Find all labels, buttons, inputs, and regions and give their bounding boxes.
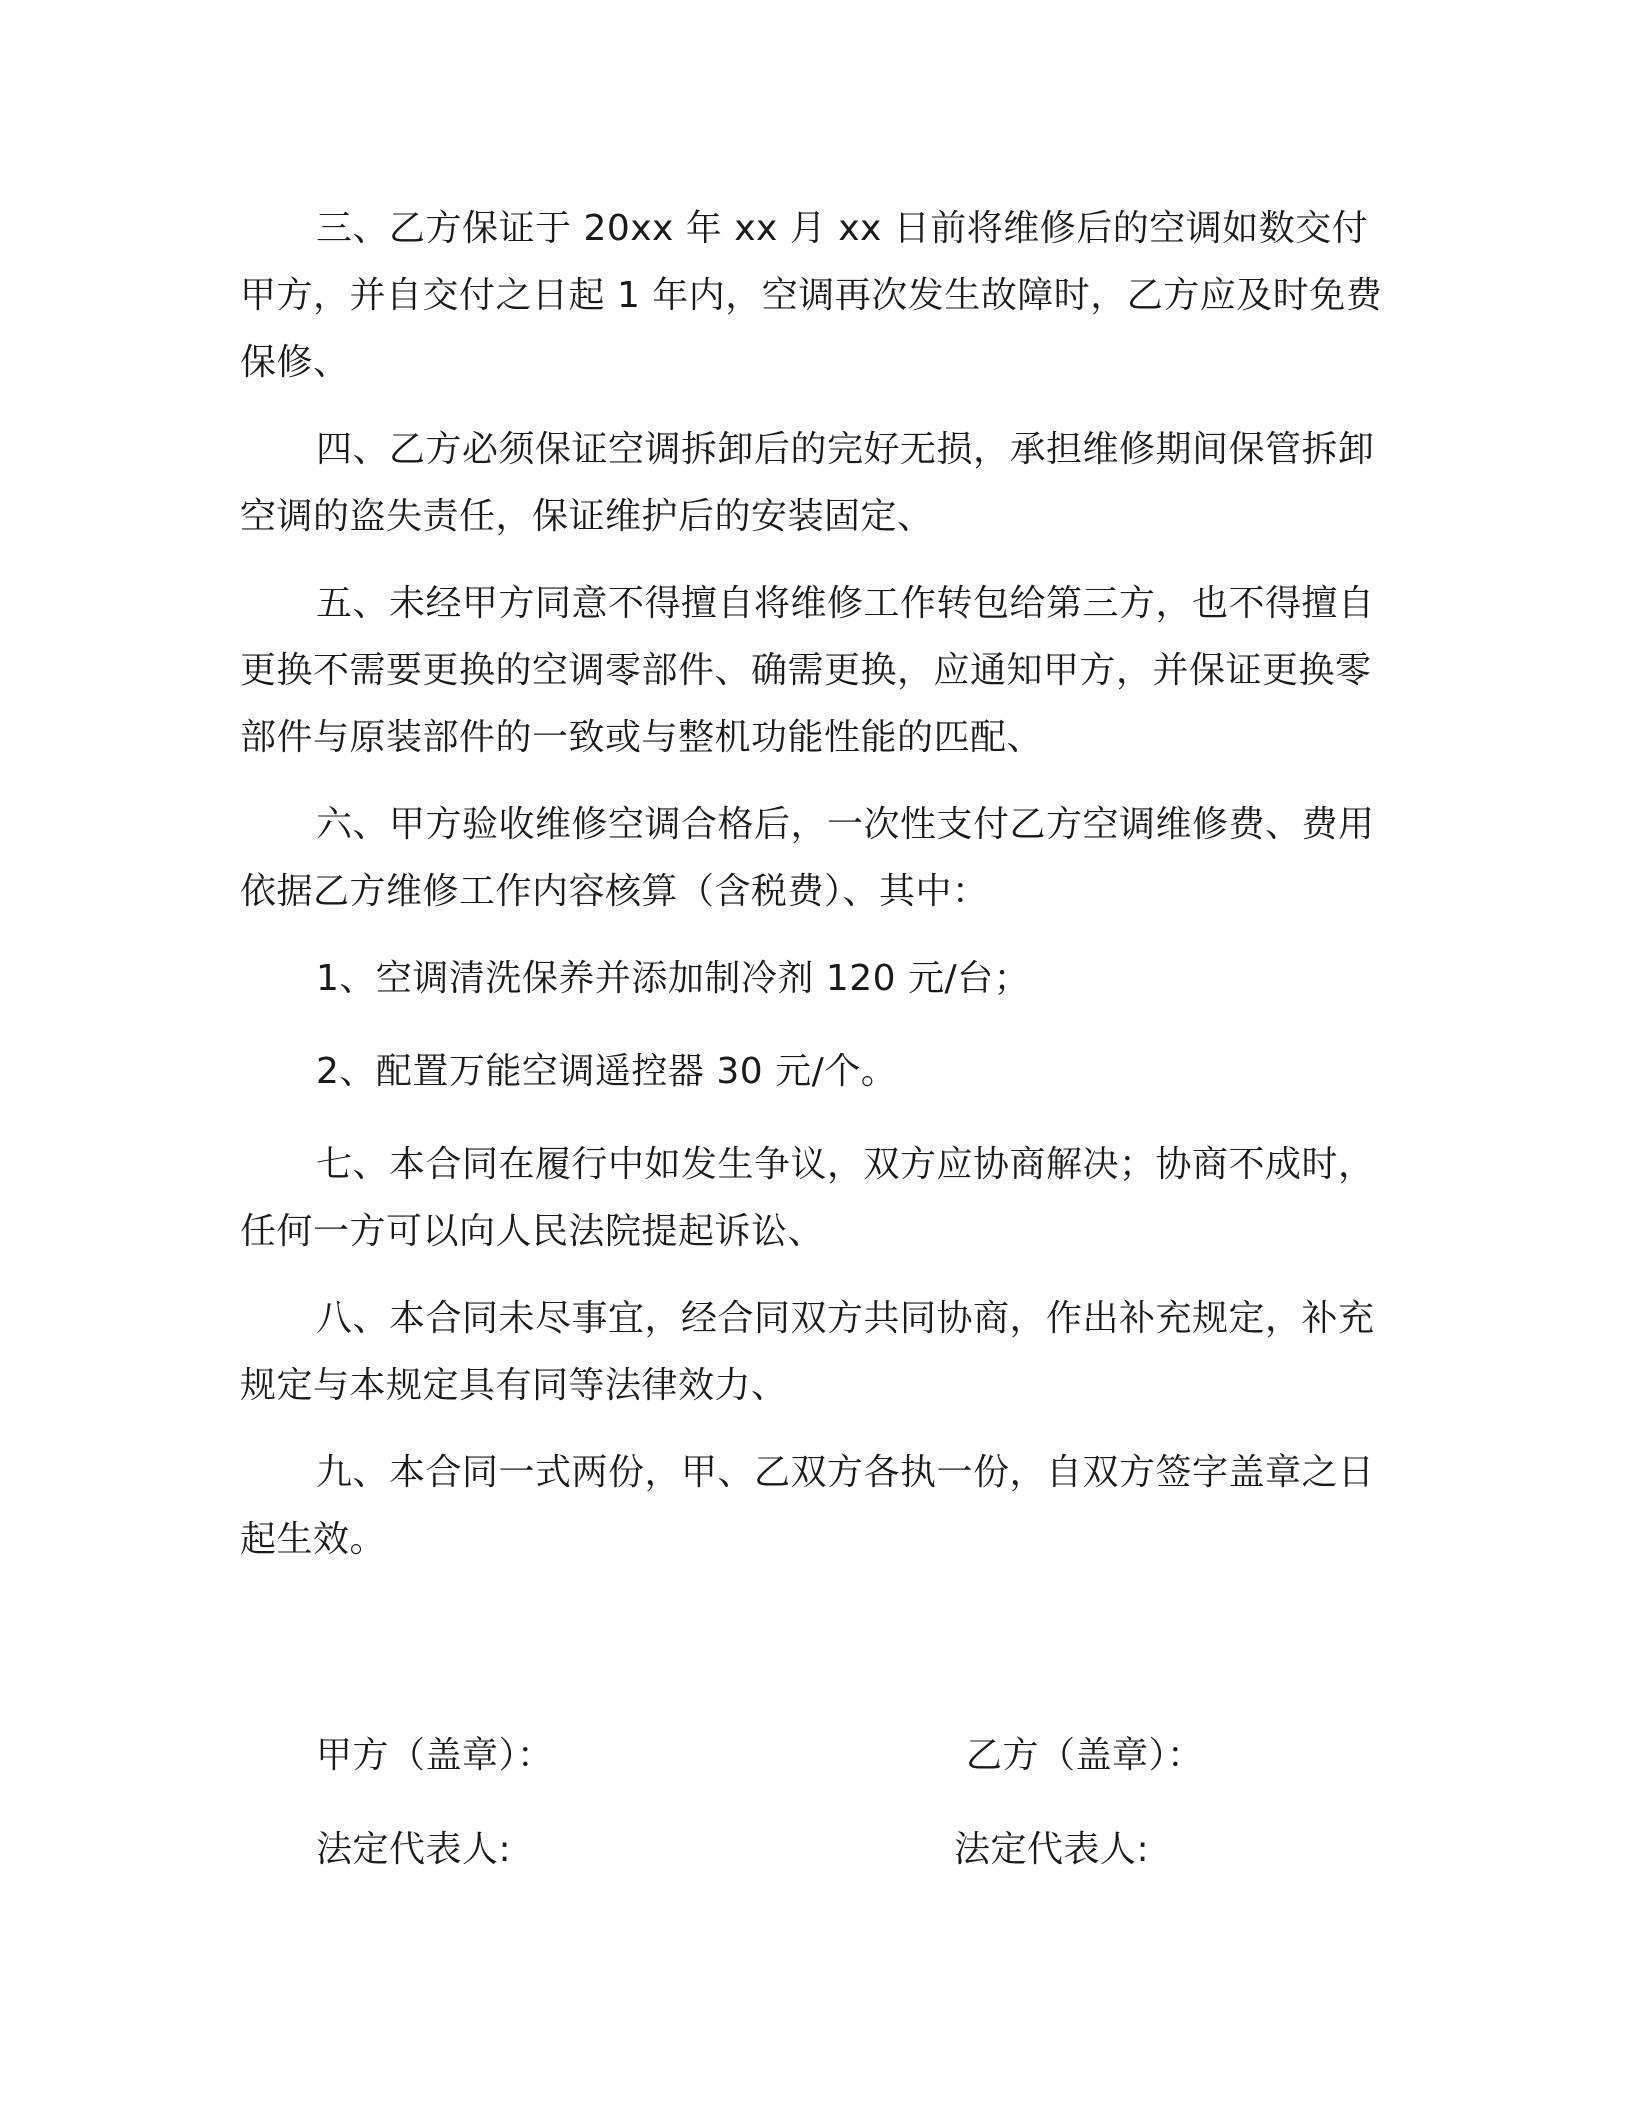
clause-six-item-2: 2、配置万能空调遥控器 30 元/个。	[316, 1051, 898, 1092]
clause-six-item-1: 1、空调清洗保养并添加制冷剂 120 元/台；	[316, 958, 1031, 999]
clause-six: 六、甲方验收维修空调合格后，一次性支付乙方空调维修费、费用依据乙方维修工作内容核算（含税费）、其中：	[240, 804, 1375, 912]
contract-body	[240, 195, 1390, 1593]
clause-nine: 九、本合同一式两份，甲、乙双方各执一份，自双方签字盖章之日起生效。	[240, 1452, 1375, 1560]
clause-seven: 七、本合同在履行中如发生争议，双方应协商解决；协商不成时，任何一方可以向人民法院提起诉讼、	[240, 1144, 1375, 1252]
signature-block	[0, 1720, 1632, 1920]
party-a-representative-label: 法定代表人:	[316, 1829, 512, 1870]
party-a-seal-label: 甲方（盖章）：	[316, 1735, 554, 1776]
clause-three: 三、乙方保证于 20xx 年 xx 月 xx 日前将维修后的空调如数交付甲方，并自交付之日起 1 年内，空调再次发生故障时，乙方应及时免费保修、	[240, 208, 1383, 383]
clause-four: 四、乙方必须保证空调拆卸后的完好无损，承担维修期间保管拆卸空调的盗失责任，保证维护后的安装固定、	[240, 429, 1375, 537]
party-b-representative-label: 法定代表人:	[954, 1829, 1150, 1870]
clause-eight: 八、本合同未尽事宜，经合同双方共同协商，作出补充规定，补充规定与本规定具有同等法律效力、	[240, 1298, 1375, 1406]
clause-five: 五、未经甲方同意不得擅自将维修工作转包给第三方，也不得擅自更换不需要更换的空调零部件、确需更换，应通知甲方，并保证更换零部件与原装部件的一致或与整机功能性能的匹配、	[240, 583, 1375, 758]
party-b-seal-label: 乙方（盖章）：	[966, 1735, 1204, 1776]
